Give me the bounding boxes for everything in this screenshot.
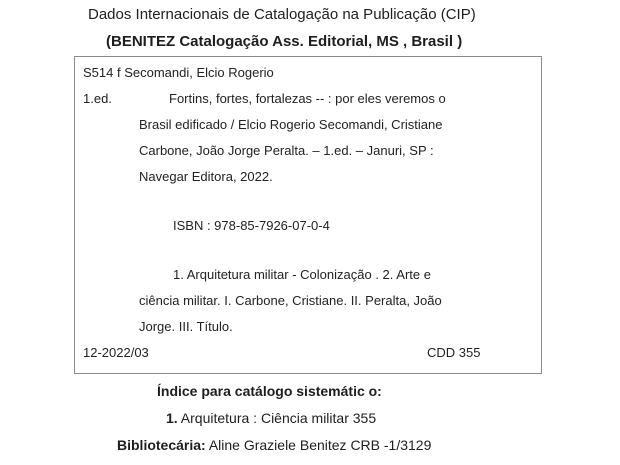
cip-header-agency: (BENITEZ Catalogação Ass. Editorial, MS , Brasil ) <box>106 33 463 50</box>
cdd-number: CDD 355 <box>427 345 481 360</box>
subjects-line-2: ciência militar. I. Carbone, Cristiane. II. Peralta, João <box>139 293 442 308</box>
title-line-3: Carbone, João Jorge Peralta. – 1.ed. – Januri, SP : <box>139 143 434 158</box>
title-line-1: Fortins, fortes, fortalezas -- : por eles veremos o <box>169 91 446 106</box>
librarian-label: Bibliotecária: <box>117 437 206 453</box>
call-number-author: S514 f Secomandi, Elcio Rogerio <box>83 65 274 80</box>
subjects-line-3: Jorge. III. Título. <box>139 319 233 334</box>
isbn: ISBN : 978-85-7926-07-0-4 <box>173 218 330 233</box>
librarian-credit <box>117 437 431 453</box>
date-code: 12-2022/03 <box>83 345 149 360</box>
title-line-2: Brasil edificado / Elcio Rogerio Secomandi, Cristiane <box>139 117 443 132</box>
index-entry <box>166 410 376 426</box>
title-line-4: Navegar Editora, 2022. <box>139 169 273 184</box>
edition-label: 1.ed. <box>83 91 112 106</box>
index-entry-text: Arquitetura : Ciência militar 355 <box>177 410 377 426</box>
index-entry-number: 1. <box>166 410 178 426</box>
subjects-line-1: 1. Arquitetura militar - Colonização . 2. Arte e <box>173 267 431 282</box>
index-title: Índice para catálogo sistemátic o: <box>157 383 382 399</box>
catalog-card <box>74 56 542 374</box>
cip-header-title: Dados Internacionais de Catalogação na Publicação (CIP) <box>88 6 476 23</box>
librarian-name: Aline Graziele Benitez CRB -1/3129 <box>205 437 432 453</box>
